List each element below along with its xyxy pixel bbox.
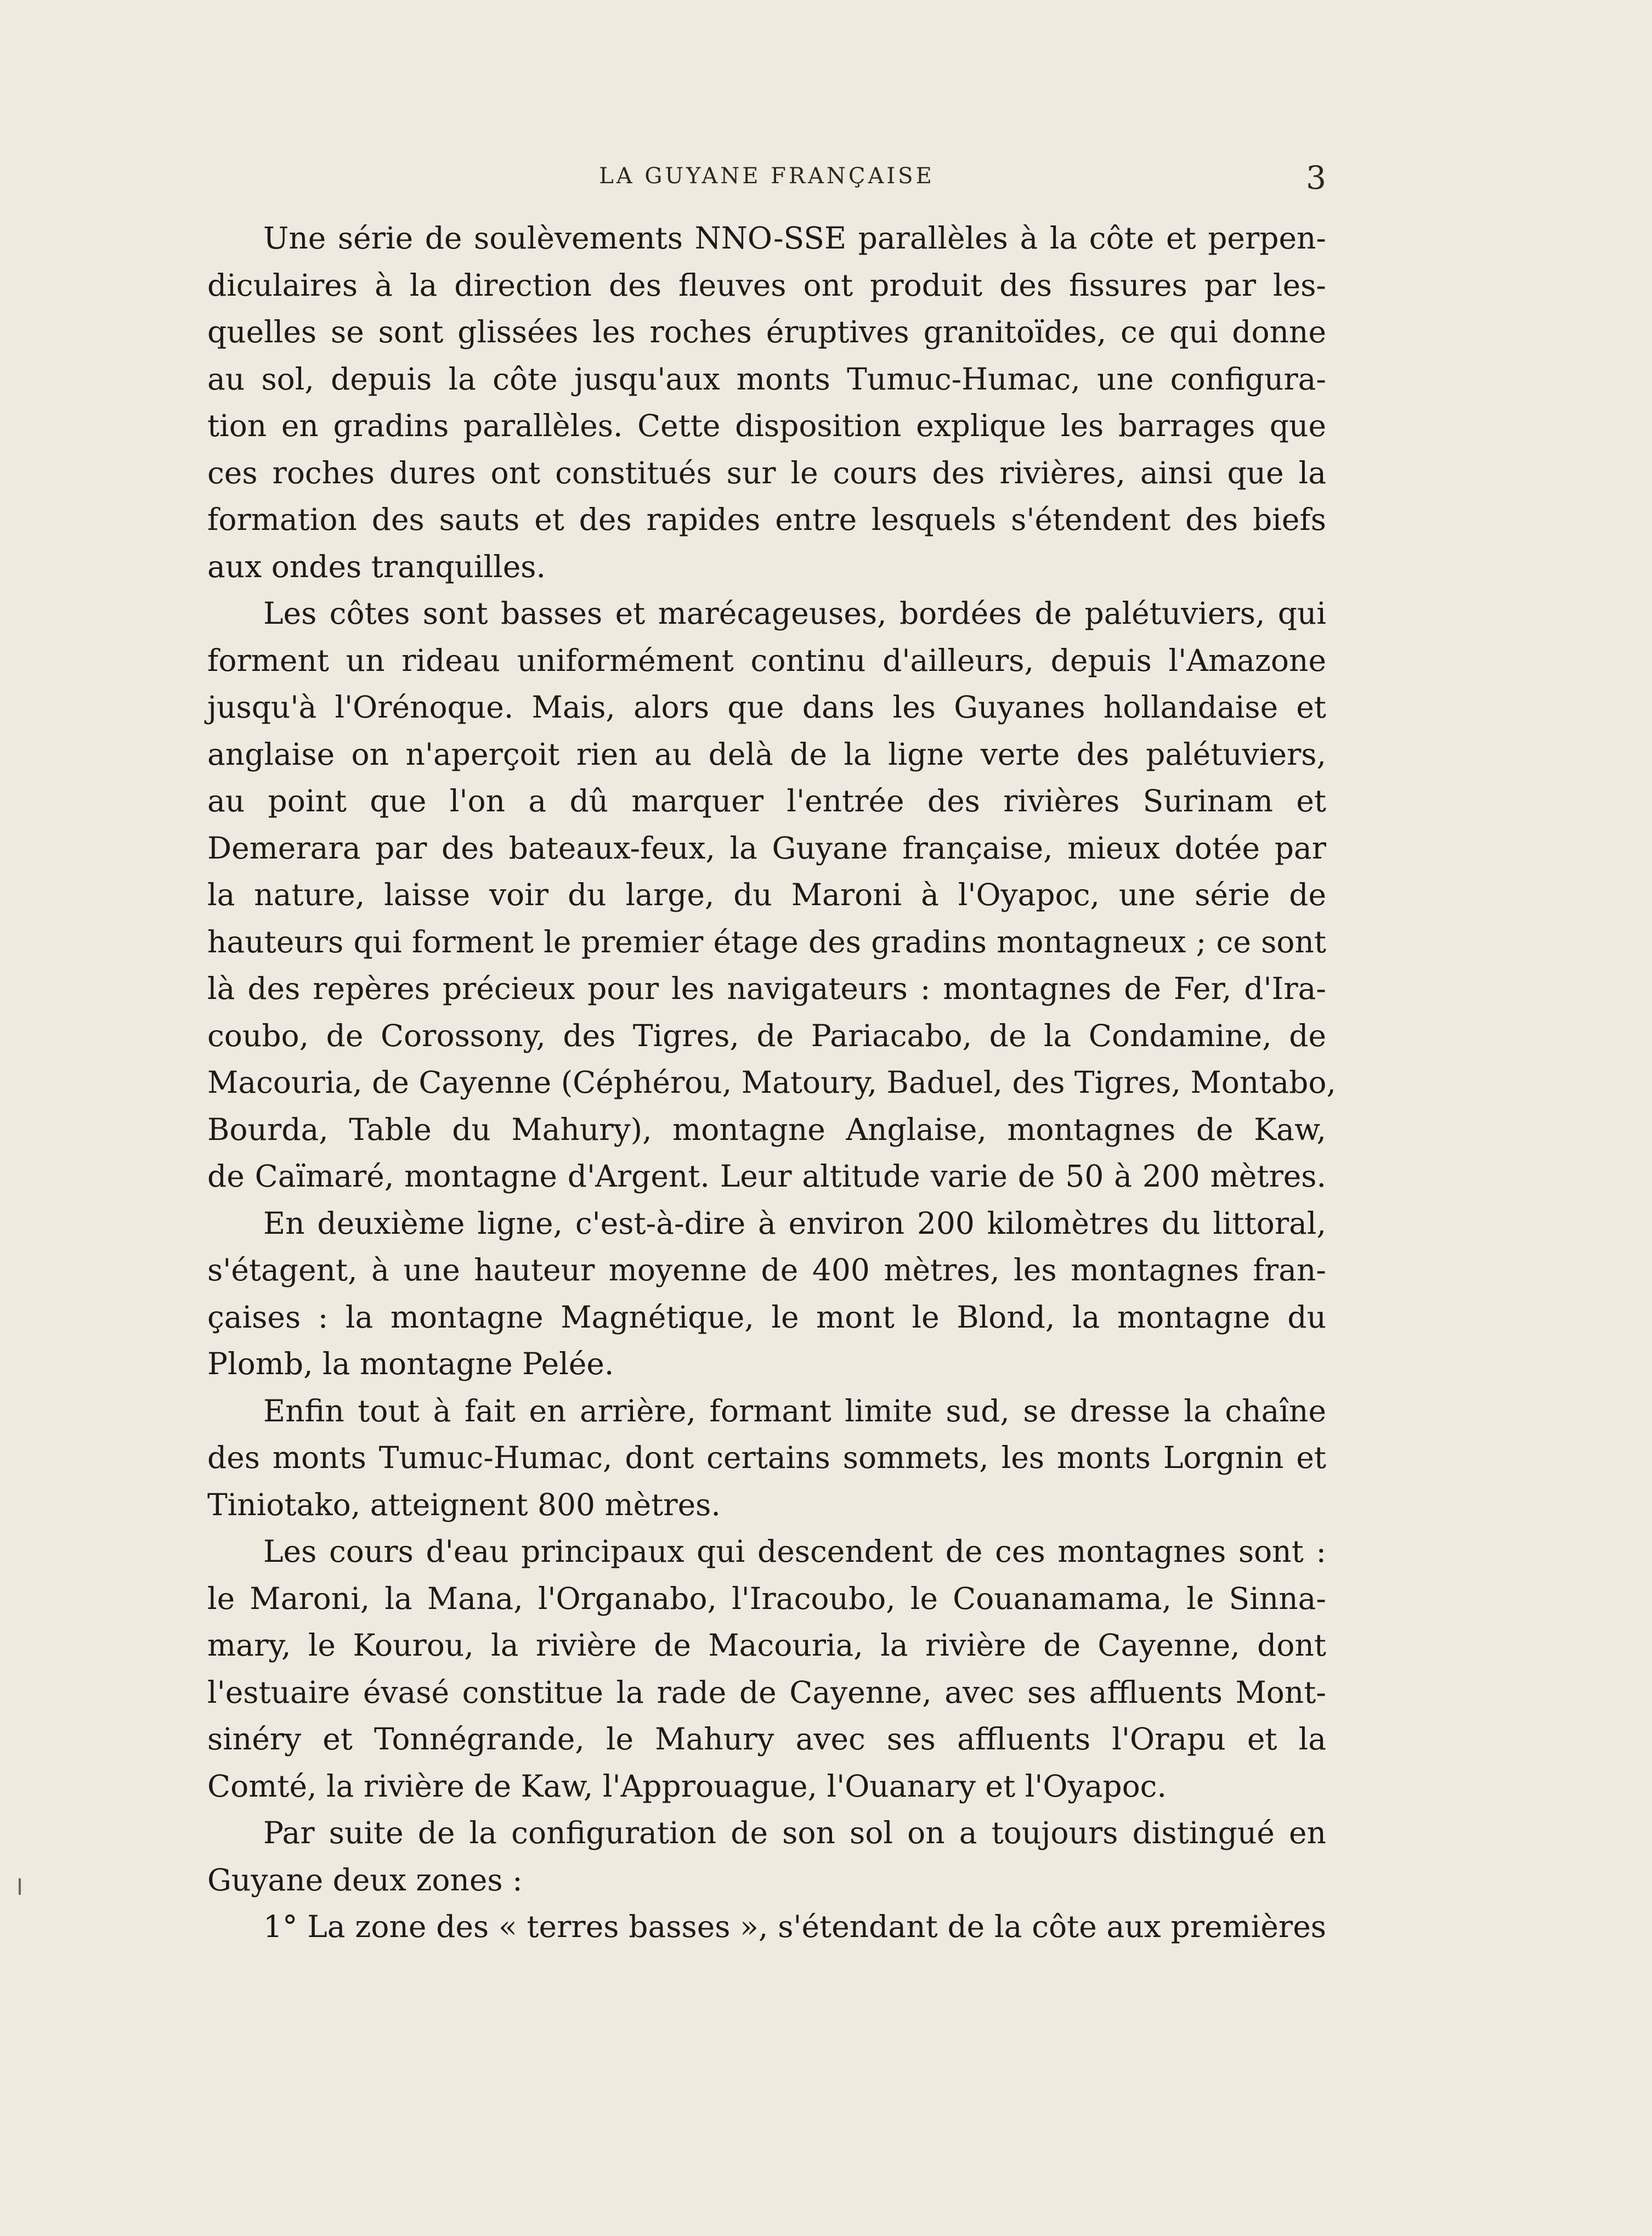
text-line: au point que l'on a dû marquer l'entrée des rivières Surinam et bbox=[207, 783, 1326, 818]
paragraph bbox=[207, 1528, 1326, 1810]
text-line: ces roches dures ont constitués sur le cours des rivières, ainsi que la bbox=[207, 455, 1326, 490]
text-line: l'estuaire évasé constitue la rade de Cayenne, avec ses affluents Mont- bbox=[207, 1674, 1326, 1710]
text-line: çaises : la montagne Magnétique, le mont le Blond, la montagne du bbox=[207, 1299, 1326, 1335]
text-line: En deuxième ligne, c'est-à-dire à environ 200 kilomètres du littoral, bbox=[263, 1205, 1326, 1241]
text-line: Macouria, de Cayenne (Céphérou, Matoury, Baduel, des Tigres, Montabo, bbox=[207, 1065, 1336, 1100]
running-head bbox=[207, 159, 1326, 203]
text-line: Les côtes sont basses et marécageuses, bordées de palétuviers, qui bbox=[263, 596, 1326, 631]
text-line: Les cours d'eau principaux qui descendent de ces montagnes sont : bbox=[263, 1534, 1326, 1569]
text-line: anglaise on n'aperçoit rien au delà de la ligne verte des palétuviers, bbox=[207, 736, 1326, 772]
paragraph bbox=[207, 1388, 1326, 1529]
text-line: sinéry et Tonnégrande, le Mahury avec ses affluents l'Orapu et la bbox=[207, 1721, 1326, 1757]
text-line: coubo, de Corossony, des Tigres, de Pariacabo, de la Condamine, de bbox=[207, 1018, 1326, 1053]
text-line: Bourda, Table du Mahury), montagne Anglaise, montagnes de Kaw, bbox=[207, 1111, 1326, 1147]
margin-mark bbox=[19, 1878, 21, 1895]
text-line: la nature, laisse voir du large, du Maroni à l'Oyapoc, une série de bbox=[207, 877, 1326, 912]
text-line: s'étagent, à une hauteur moyenne de 400 mètres, les montagnes fran- bbox=[207, 1252, 1326, 1288]
text-line: Plomb, la montagne Pelée. bbox=[207, 1346, 614, 1381]
text-line: formation des sauts et des rapides entre lesquels s'étendent des biefs bbox=[207, 502, 1326, 537]
text-line: hauteurs qui forment le premier étage des gradins montagneux ; ce sont bbox=[207, 924, 1326, 959]
text-line: Demerara par des bateaux-feux, la Guyane française, mieux dotée par bbox=[207, 830, 1326, 866]
paragraph bbox=[207, 1904, 1326, 1951]
text-line: mary, le Kourou, la rivière de Macouria, la rivière de Cayenne, dont bbox=[207, 1628, 1326, 1663]
text-line: au sol, depuis la côte jusqu'aux monts Tumuc-Humac, une configura- bbox=[207, 361, 1326, 397]
text-line: tion en gradins parallèles. Cette disposition explique les barrages que bbox=[207, 408, 1326, 443]
text-line: diculaires à la direction des fleuves ont produit des fissures par les- bbox=[207, 267, 1326, 303]
paragraph bbox=[207, 215, 1326, 590]
text-line: Guyane deux zones : bbox=[207, 1862, 523, 1898]
body-text bbox=[207, 215, 1336, 1951]
text-line: Comté, la rivière de Kaw, l'Approuague, l'Ouanary et l'Oyapoc. bbox=[207, 1768, 1167, 1804]
text-line: Une série de soulèvements NNO-SSE parallèles à la côte et perpen- bbox=[263, 221, 1326, 256]
text-line: Tiniotako, atteignent 800 mètres. bbox=[207, 1487, 721, 1522]
text-line: jusqu'à l'Orénoque. Mais, alors que dans les Guyanes hollandaise et bbox=[207, 690, 1326, 725]
text-line: Enfin tout à fait en arrière, formant limite sud, se dresse la chaîne bbox=[263, 1393, 1326, 1428]
paragraph bbox=[207, 590, 1336, 1200]
text-line: de Caïmaré, montagne d'Argent. Leur altitude varie de 50 à 200 mètres. bbox=[207, 1159, 1326, 1194]
running-title: LA GUYANE FRANÇAISE bbox=[599, 163, 935, 189]
text-line: quelles se sont glissées les roches éruptives granitoïdes, ce qui donne bbox=[207, 314, 1326, 349]
text-line: des monts Tumuc-Humac, dont certains sommets, les monts Lorgnin et bbox=[207, 1440, 1326, 1475]
text-line: aux ondes tranquilles. bbox=[207, 549, 546, 584]
text-line: Par suite de la configuration de son sol on a toujours distingué en bbox=[263, 1815, 1326, 1850]
text-line: 1° La zone des « terres basses », s'étendant de la côte aux premières bbox=[263, 1909, 1326, 1944]
paragraph bbox=[207, 1810, 1326, 1904]
text-line: le Maroni, la Mana, l'Organabo, l'Iracoubo, le Couanamama, le Sinna- bbox=[207, 1580, 1326, 1616]
page-number: 3 bbox=[1306, 159, 1326, 196]
text-line: là des repères précieux pour les navigateurs : montagnes de Fer, d'Ira- bbox=[207, 971, 1326, 1006]
text-line: forment un rideau uniformément continu d'ailleurs, depuis l'Amazone bbox=[207, 642, 1326, 678]
paragraph bbox=[207, 1200, 1326, 1388]
